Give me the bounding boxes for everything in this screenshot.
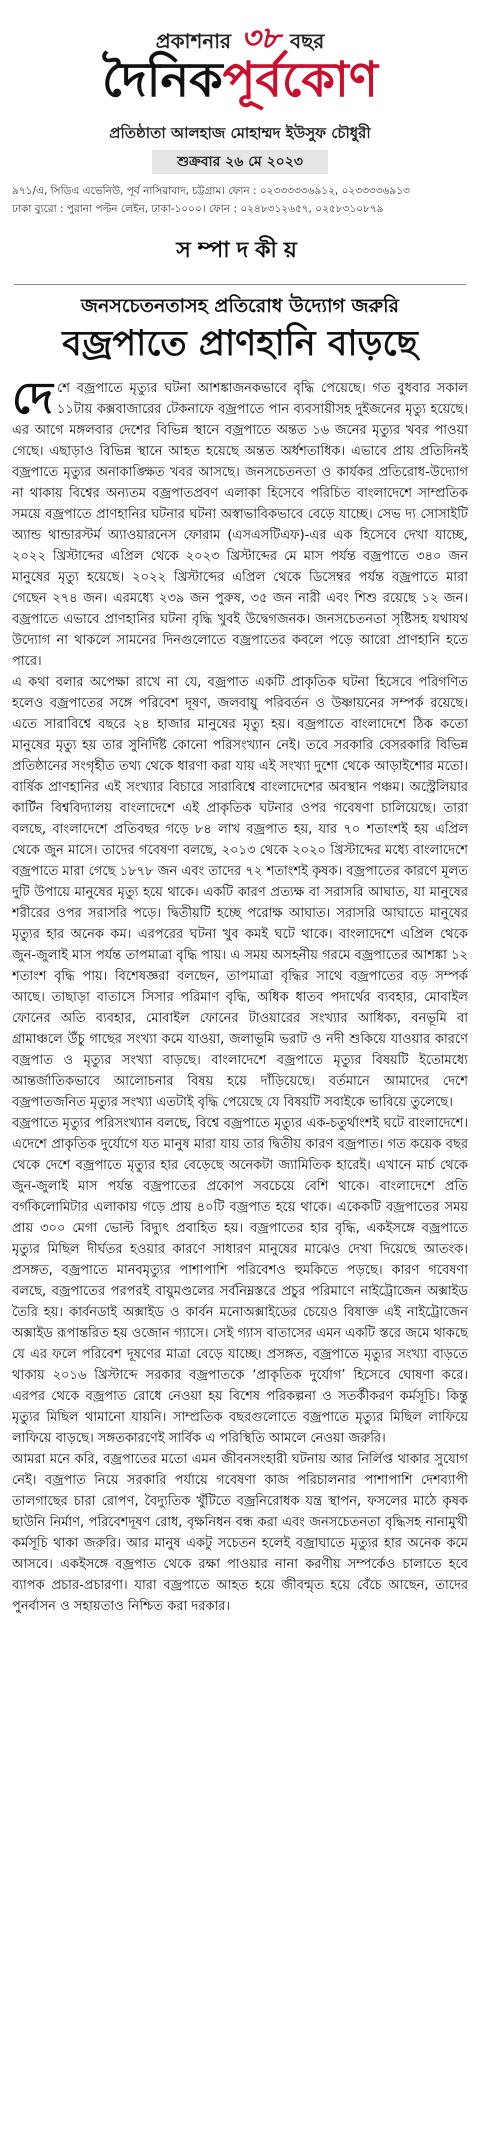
masthead xyxy=(0,0,480,150)
paragraph-3: বজ্রপাতে মৃত্যুর পরিসংখ্যান বলছে, বিশ্বে বজ্রপাতে মৃত্যুর এক-চতুর্থাংশই ঘটে বাংলাদেশে। এদেশে প্রাকৃতিক দুর্যোগে যত মানুষ মারা যায় তার দ্বিতীয় কারণ বজ্রপাত। গত কয়েক বছর থেকে দেশে বজ্রপাতে মৃত্যুর হার বেড়েছে অনেকটা জ্যামিতিক হারেই। এখানে মার্চ থেকে জুন-জুলাই মাস পর্যন্ত বজ্রপাতের প্রকোপ সবচেয়ে বেশি থাকে। বাংলাদেশে প্রতি বর্গকিলোমিটার এলাকায় গড়ে প্রায় ৪০টি বজ্রপাত হয়ে থাকে। একেকটি বজ্রপাতের সময় প্রায় ৩০০ মেগা ভোল্ট বিদ্যুৎ প্রবাহিত হয়। বজ্রপাতের হার বৃদ্ধি, একইসঙ্গে বজ্রপাতে মৃত্যুর মিছিল দীর্ঘতর হওয়ার কারণে সাধারণ মানুষের মাঝেও দেখা দিয়েছে আতংক। প্রসঙ্গত, বজ্রপাতে মানবমৃত্যুর পাশাপাশি পরিবেশও হুমকিতে পড়ছে। কারণ গবেষণা বলছে, বজ্রপাতের পরপরই বায়ুমণ্ডলের সর্বনিম্নস্তরে প্রচুর পরিমাণে নাইট্রোজেন অক্সাইড তৈরি হয়। কার্বনডাই অক্সাইড ও কার্বন মনোঅক্সাইডের চেয়েও বিষাক্ত এই নাইট্রোজেন অক্সাইড রূপান্তরিত হয় ওজোন গ্যাসে। সেই গ্যাস বাতাসের এমন একটি স্তরে জমে থাকছে যে এর ফলে পরিবেশ দূষণের মাত্রা বেড়ে যাচ্ছে। প্রসঙ্গত, বজ্রপাতে মৃত্যুর সংখ্যা বাড়তে থাকায় ২০১৬ খ্রিস্টাব্দে সরকার বজ্রপাতকে ‘প্রাকৃতিক দুর্যোগ’ হিসেবে ঘোষণা করে। এরপর থেকে বজ্রপাত রোধে নেওয়া হয় বিশেষ পরিকল্পনা ও সতর্কীকরণ কর্মসূচি। কিন্তু মৃত্যুর মিছিল থামানো যায়নি। সাম্প্রতিক বছরগুলোতে বজ্রপাতে মৃত্যুর মিছিল লাফিয়ে লাফিয়ে বাড়ছে। সঙ্গতকারণেই সার্বিক এ পরিস্থিতি আমলে নেওয়া জরুরি। xyxy=(12,1116,468,1446)
logo-part-2: পূর্বকোণ xyxy=(222,52,378,108)
logo-part-1: দৈনিক xyxy=(102,52,223,108)
paragraph-2: এ কথা বলার অপেক্ষা রাখে না যে, বজ্রপাত একটি প্রাকৃতিক ঘটনা হিসেবে পরিগণিত হলেও বজ্রপাতের সঙ্গে পরিবেশ দূষণ, জলবায়ু পরিবর্তন ও উষ্ণায়নের সম্পর্ক রয়েছে। এতে সারাবিশ্বে বছরে ২৪ হাজার মানুষের মৃত্যু হয়। বজ্রপাতে বাংলাদেশে ঠিক কতো মানুষের মৃত্যু হয় তার সুনির্দিষ্ট কোনো পরিসংখ্যান নেই। তবে সরকারি বেসরকারি বিভিন্ন প্রতিষ্ঠানের সংগৃহীত তথ্য থেকে ধারণা করা যায় এই সংখ্যা দুশো থেকে আড়াইশোর মতো। বার্ষিক প্রাণহানির এই সংখ্যার বিচারে সারাবিশ্বে বাংলাদেশের অবস্থান পঞ্চম। অস্ট্রেলিয়ার কার্টিন বিশ্ববিদ্যালয় বাংলাদেশে এই প্রাকৃতিক ঘটনার ওপর গবেষণা চালিয়েছে। তারা বলছে, বাংলাদেশে প্রতিবছর গড়ে ৮৪ লাখ বজ্রপাত হয়, যার ৭০ শতাংশই হয় এপ্রিল থেকে জুন মাসে। তাদের গবেষণা বলছে, ২০১৩ থেকে ২০২০ খ্রিস্টাব্দের মধ্যে বাংলাদেশে বজ্রপাতে মারা গেছে ১৮৭৮ জন এবং তাদের ৭২ শতাংশই কৃষক। বজ্রপাতের কারণে মূলত দুটি উপায়ে মানুষের মৃত্যু হয়ে থাকে। একটি কারণ প্রত্যক্ষ বা সরাসরি আঘাত, যা মানুষের শরীরের ওপর সরাসরি পড়ে। দ্বিতীয়টি হচ্ছে পরোক্ষ আঘাত। সরাসরি আঘাতে মানুষের মৃত্যুর হার অনেক কম। এরপরের ঘটনা খুব কমই ঘটে থাকে। বাংলাদেশে এপ্রিল থেকে জুন-জুলাই মাস পর্যন্ত তাপমাত্রা বৃদ্ধি পায়। এ সময় অসহনীয় গরমে বজ্রপাতের আশঙ্কা ১২ শতাংশ বৃদ্ধি পায়। বিশেষজ্ঞরা বলছেন, তাপমাত্রা বৃদ্ধির সাথে বজ্রপাতের বড় সম্পর্ক আছে। তাছাড়া বাতাসে সিসার পরিমাণ বৃদ্ধি, অধিক ধাতব পদার্থের ব্যবহার, মোবাইল ফোনের অতি ব্যবহার, মোবাইল ফোনের টাওয়ারের সংখ্যার আধিক্য, বনভূমি বা গ্রামাঞ্চলে উঁচু গাছের সংখ্যা কমে যাওয়া, জলাভূমি ভরাট ও নদী শুকিয়ে যাওয়ার কারণে বজ্রপাত ও মৃত্যুর সংখ্যা বাড়ছে। বাংলাদেশে বজ্রপাতে মৃত্যুর বিষয়টি ইতোমধ্যে আন্তর্জাতিকভাবে আলোচনার বিষয় হয়ে দাঁড়িয়েছে। বর্তমানে আমাদের দেশে বজ্রপাতজনিত মৃত্যুর সংখ্যা এতটাই বৃদ্ধি পেয়েছে যে বিষয়টি সবাইকে ভাবিয়ে তুলেছে। xyxy=(12,675,468,1110)
founder-line: প্রতিষ্ঠাতা আলহাজ মোহাম্মদ ইউসুফ চৌধুরী xyxy=(109,124,371,142)
section-title: সম্পাদকীয় xyxy=(176,237,304,263)
divider xyxy=(14,284,466,285)
paragraph-1-text: শে বজ্রপাতে মৃত্যুর ঘটনা আশঙ্কাজনকভাবে বৃদ্ধি পেয়েছে। গত বুধবার সকাল ১১টায় কক্সবাজারের টেকনাফে বজ্রপাতে পান ব্যবসায়ীসহ দুইজনের মৃত্যু হয়েছে। এর আগে মঙ্গলবার দেশের বিভিন্ন স্থানে বজ্রপাতে অন্তত ১৬ জনের মৃত্যুর খবর পাওয়া গেছে। এছাড়াও বিভিন্ন স্থানে আহত হয়েছে অন্তত অর্ধশতাধিক। এভাবে প্রায় প্রতিদিনই বজ্রপাতে মৃত্যুর অনাকাঙ্ক্ষিত খবর আসছে। জনসচেতনতা ও কার্যকর প্রতিরোধ-উদ্যোগ না থাকায় বিশ্বের অন্যতম বজ্রপাতপ্রবণ এলাকা হিসেবে পরিচিত বাংলাদেশে সাম্প্রতিক সময়ে বজ্রপাতে প্রাণহানির ঘটনার ঘটনা অস্বাভাবিকভাবে বেড়ে যাচ্ছে। সেভ দ্য সোসাইটি অ্যান্ড থান্ডারস্টর্ম অ্যাওয়ারনেস ফোরাম (এসএসটিএফ)-এর এক হিসেবে দেখা যাচ্ছে, ২০২২ খ্রিস্টাব্দের এপ্রিল থেকে ২০২৩ খ্রিস্টাব্দের মে মাস পর্যন্ত বজ্রপাতে ৩৪০ জন মানুষের মৃত্যু হয়েছে। ২০২২ খ্রিস্টাব্দের এপ্রিল থেকে ডিসেম্বর পর্যন্ত বজ্রপাতে মারা গেছেন ২৭৪ জন। এরমধ্যে ২৩৯ জন পুরুষ, ৩৫ জন নারী এবং শিশু রয়েছে ১২ জন। বজ্রপাতে এভাবে প্রাণহানির ঘটনা বৃদ্ধি খুবই উদ্বেগজনক। জনসচেতনতা সৃষ্টিসহ যথাযথ উদ্যোগ না থাকলে সামনের দিনগুলোতে বজ্রপাতের কবলে পড়ে আরো প্রাণহানি হতে পারে। xyxy=(12,381,468,669)
tagline-before: প্রকাশনার xyxy=(155,29,232,53)
anniversary-number: ৩৮ xyxy=(241,21,280,56)
paragraph-4: আমরা মনে করি, বজ্রপাতের মতো এমন জীবনসংহারী ঘটনায় আর নির্লিপ্ত থাকার সুযোগ নেই। বজ্রপাত নিয়ে সরকারি পর্যায়ে গবেষণা কাজ পরিচালনার পাশাপাশি দেশব্যাপী তালগাছের চারা রোপণ, বৈদ্যুতিক খুঁটিতে বজ্রনিরোধক যন্ত্র স্থাপন, ফসলের মাঠে কৃষক ছাউনি নির্মাণ, পরিবেশদূষণ রোধ, বৃক্ষনিধন বন্ধ করা এবং জনসচেতনতা বৃদ্ধিসহ নানামুখী কর্মসূচি থাকা জরুরি। আর মানুষ একটু সচেতন হলেই বজ্রাঘাতে মৃত্যুর হার অনেক কমে আসবে। একইসঙ্গে বজ্রপাত থেকে রক্ষা পাওয়ার নানা করণীয় সম্পর্কেও চালাতে হবে ব্যাপক প্রচার-প্রচারণা। যারা বজ্রপাতে আহত হয়ে জীবন্মৃত হয়ে বেঁচে আছেন, তাদের পুনর্বাসন ও সহায়তাও নিশ্চিত করা দরকার। xyxy=(12,1452,468,1614)
article-kicker: জনসচেতনতাসহ প্রতিরোধ উদ্যোগ জরুরি xyxy=(81,295,399,317)
article-headline: বজ্রপাতে প্রাণহানি বাড়ছে xyxy=(62,323,418,364)
tagline-after: বছর xyxy=(289,29,325,53)
address-line-1: ৯৭১/এ, সিডিএ এভেনিউ, পূর্ব নাসিরাবাদ, চট্টগ্রাম। ফোন : ০২৩৩৩৩৩৬৯১২, ০২৩৩৩৩৬৯১৩ xyxy=(12,185,410,197)
paragraph-1 xyxy=(12,378,468,672)
address-line-2: ঢাকা ব্যুরো : পুরানা পল্টন লেইন, ঢাকা-১০০০। ফোন : ০২৪৮৩১২৬৫৭, ০২৫৮৩১০৮৭৯ xyxy=(12,203,384,215)
issue-date: শুক্রবার ২৬ মে ২০২৩ xyxy=(152,150,328,174)
newspaper-logo xyxy=(0,52,480,108)
drop-cap: দে xyxy=(12,378,53,424)
article-body xyxy=(12,378,468,2133)
